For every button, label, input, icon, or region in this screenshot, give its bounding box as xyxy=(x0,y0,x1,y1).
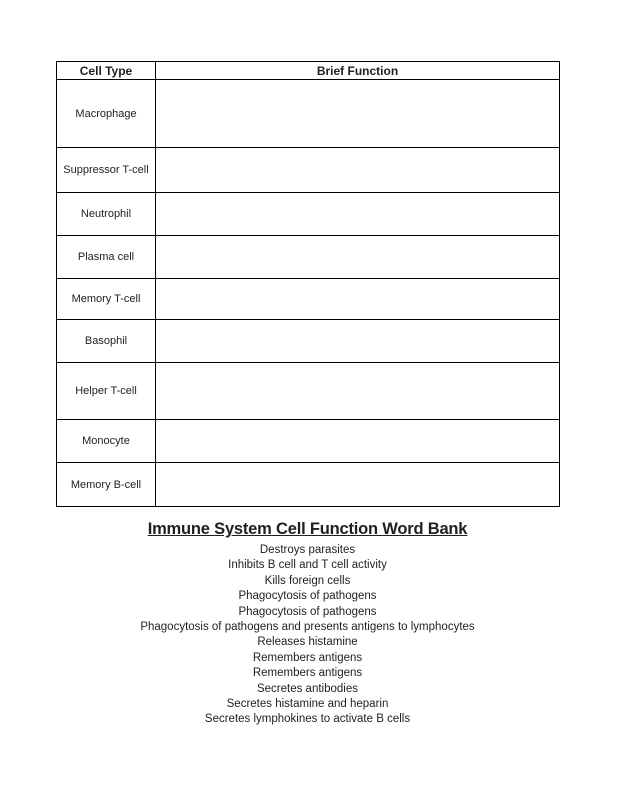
cell-type-label: Helper T-cell xyxy=(57,363,156,420)
word-bank-item: Phagocytosis of pathogens xyxy=(238,605,377,618)
cell-type-label: Plasma cell xyxy=(57,236,156,279)
word-bank-item: Phagocytosis of pathogens xyxy=(238,590,377,603)
cell-type-label: Macrophage xyxy=(57,80,156,148)
word-bank-item: Phagocytosis of pathogens and presents antigens to lymphocytes xyxy=(140,621,475,634)
table-row xyxy=(57,193,560,236)
column-header-cell-type: Cell Type xyxy=(57,62,156,80)
brief-function-answer-cell xyxy=(156,320,560,363)
table-row xyxy=(57,463,560,507)
word-bank-item: Releases histamine xyxy=(257,636,358,649)
brief-function-answer-cell xyxy=(156,279,560,320)
brief-function-answer-cell xyxy=(156,80,560,148)
cell-type-label: Neutrophil xyxy=(57,193,156,236)
word-bank-item: Inhibits B cell and T cell activity xyxy=(228,559,387,572)
table-row xyxy=(57,420,560,463)
word-bank-title: Immune System Cell Function Word Bank xyxy=(147,520,468,538)
word-bank-item: Secretes histamine and heparin xyxy=(226,698,389,711)
table-row xyxy=(57,320,560,363)
word-bank-item: Remembers antigens xyxy=(252,651,363,664)
cell-type-label: Monocyte xyxy=(57,420,156,463)
cell-table-body xyxy=(57,80,560,507)
table-row xyxy=(57,148,560,193)
table-row xyxy=(57,236,560,279)
brief-function-answer-cell xyxy=(156,420,560,463)
table-header-row xyxy=(57,62,560,80)
word-bank-item: Remembers antigens xyxy=(252,667,363,680)
brief-function-answer-cell xyxy=(156,463,560,507)
word-bank-item: Kills foreign cells xyxy=(264,574,351,587)
word-bank-item: Secretes antibodies xyxy=(256,682,358,695)
cell-type-label: Basophil xyxy=(57,320,156,363)
cell-function-table xyxy=(56,61,560,507)
cell-type-label: Suppressor T-cell xyxy=(57,148,156,193)
cell-type-label: Memory B-cell xyxy=(57,463,156,507)
brief-function-answer-cell xyxy=(156,148,560,193)
table-row xyxy=(57,80,560,148)
brief-function-answer-cell xyxy=(156,193,560,236)
table-row xyxy=(57,363,560,420)
column-header-brief-function: Brief Function xyxy=(156,62,560,80)
brief-function-answer-cell xyxy=(156,236,560,279)
brief-function-answer-cell xyxy=(156,363,560,420)
word-bank-item: Secretes lymphokines to activate B cells xyxy=(204,713,411,726)
word-bank-item: Destroys parasites xyxy=(259,544,356,556)
table-row xyxy=(57,279,560,320)
word-bank-list xyxy=(56,543,559,728)
cell-type-label: Memory T-cell xyxy=(57,279,156,320)
word-bank-section xyxy=(56,518,559,728)
